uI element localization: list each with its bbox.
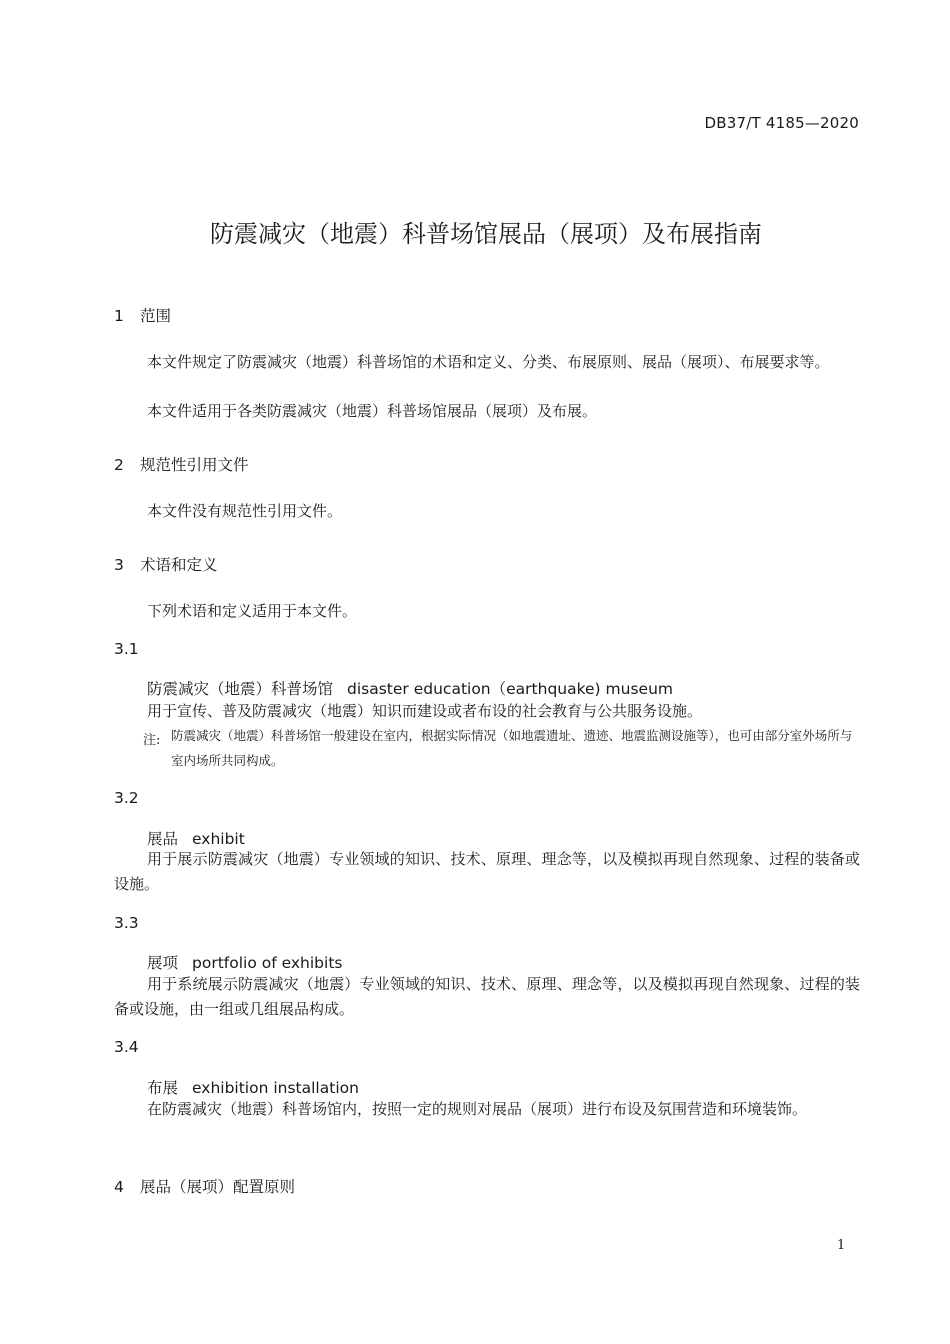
term-number: 3.4 [114,1038,139,1056]
standard-code: DB37/T 4185—2020 [704,114,859,132]
section-title: 展品（展项）配置原则 [140,1178,296,1196]
term-definition: 用于展示防震减灾（地震）专业领域的知识、技术、原理、理念等，以及模拟再现自然现象、过程的装备或设施。 [114,850,860,893]
section-1-paragraph-1: 本文件规定了防震减灾（地震）科普场馆的术语和定义、分类、布展原则、展品（展项）、布展要求等。 [147,353,830,371]
term-en: portfolio of exhibits [192,954,343,972]
term-entry [147,951,342,973]
section-number: 3 [114,556,124,574]
section-title: 规范性引用文件 [140,456,249,474]
term-entry [147,677,673,699]
note-text: 防震减灾（地震）科普场馆一般建设在室内，根据实际情况（如地震遗址、遗迹、地震监测设施等），也可由部分室外场所与室内场所共同构成。 [171,728,853,768]
term-definition: 用于系统展示防震减灾（地震）专业领域的知识、技术、原理、理念等，以及模拟再现自然现象、过程的装备或设施，由一组或几组展品构成。 [114,975,860,1018]
section-title: 范围 [140,307,172,325]
section-3-paragraph-1: 下列术语和定义适用于本文件。 [147,602,358,620]
term-number: 3.1 [114,640,139,658]
term-number: 3.2 [114,789,139,807]
section-4-heading [114,1175,295,1197]
section-1-heading [114,304,171,326]
term-number: 3.3 [114,914,139,932]
section-2-heading [114,453,249,475]
term-definition: 用于宣传、普及防震减灾（地震）知识而建设或者布设的社会教育与公共服务设施。 [147,702,703,720]
section-3-heading [114,553,218,575]
section-1-paragraph-2: 本文件适用于各类防震减灾（地震）科普场馆展品（展项）及布展。 [147,402,598,420]
term-zh: 防震减灾（地震）科普场馆 [147,680,334,698]
term-zh: 布展 [147,1079,179,1097]
section-number: 4 [114,1178,124,1196]
term-entry [147,827,245,849]
term-zh: 展项 [147,954,179,972]
term-en: exhibition installation [192,1079,359,1097]
term-definition: 在防震减灾（地震）科普场馆内，按照一定的规则对展品（展项）进行布设及氛围营造和环境装饰。 [147,1100,808,1118]
section-number: 2 [114,456,124,474]
section-2-paragraph-1: 本文件没有规范性引用文件。 [147,502,343,520]
section-number: 1 [114,307,124,325]
term-entry [147,1076,359,1098]
term-en: exhibit [192,830,245,848]
term-zh: 展品 [147,830,179,848]
section-title: 术语和定义 [140,556,218,574]
note-label: 注: [143,733,161,748]
document-title: 防震减灾（地震）科普场馆展品（展项）及布展指南 [210,220,762,248]
page-number: 1 [837,1238,846,1253]
term-en: disaster education（earthquake) museum [347,680,673,698]
